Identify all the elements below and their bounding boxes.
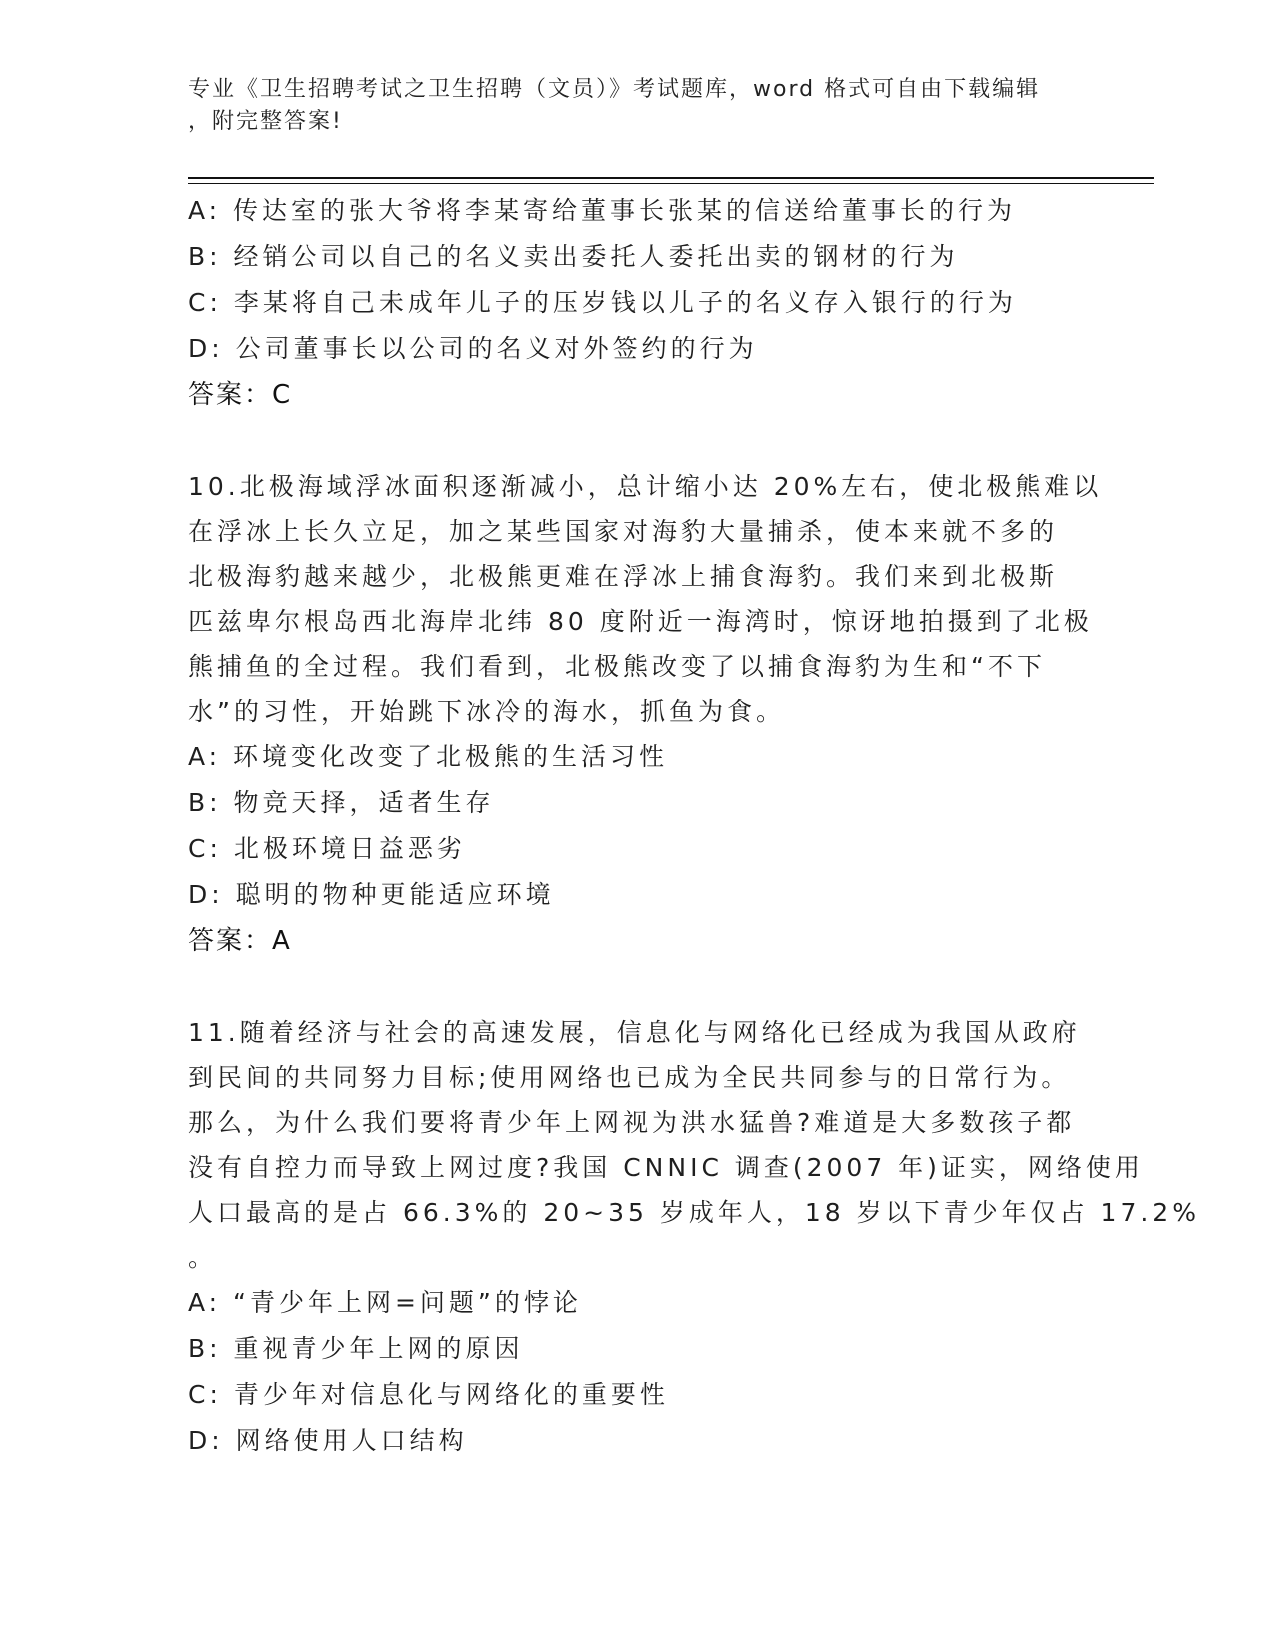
option-d: D: 网络使用人口结构 bbox=[188, 1426, 468, 1455]
question-text bbox=[188, 464, 1103, 734]
question-line: 熊捕鱼的全过程。我们看到，北极熊改变了以捕食海豹为生和“不下 bbox=[188, 652, 1046, 681]
page-header bbox=[188, 74, 1068, 138]
option-d: D: 聪明的物种更能适应环境 bbox=[188, 880, 555, 909]
question-line: 11.随着经济与社会的高速发展，信息化与网络化已经成为我国从政府 bbox=[188, 1018, 1081, 1047]
option-a: A: 环境变化改变了北极熊的生活习性 bbox=[188, 742, 669, 771]
question-line: 没有自控力而导致上网过度?我国 CNNIC 调查(2007 年)证实，网络使用 bbox=[188, 1153, 1144, 1182]
option-a: A: “青少年上网=问题”的悖论 bbox=[188, 1288, 582, 1317]
option-b: B: 物竞天择，适者生存 bbox=[188, 788, 495, 817]
question-9 bbox=[188, 188, 1088, 418]
question-line: 水”的习性，开始跳下冰冷的海水，抓鱼为食。 bbox=[188, 697, 785, 726]
header-line-2: ，附完整答案! bbox=[188, 109, 343, 134]
question-line: 10.北极海域浮冰面积逐渐减小，总计缩小达 20%左右，使北极熊难以 bbox=[188, 472, 1103, 501]
spacer bbox=[188, 418, 1088, 464]
question-line: 。 bbox=[188, 1243, 218, 1272]
option-c: C: 青少年对信息化与网络化的重要性 bbox=[188, 1380, 669, 1409]
question-line: 那么，为什么我们要将青少年上网视为洪水猛兽?难道是大多数孩子都 bbox=[188, 1108, 1076, 1137]
option-c: C: 李某将自己未成年儿子的压岁钱以儿子的名义存入银行的行为 bbox=[188, 288, 1017, 317]
question-11 bbox=[188, 1010, 1200, 1464]
option-b: B: 经销公司以自己的名义卖出委托人委托出卖的钢材的行为 bbox=[188, 242, 959, 271]
question-list bbox=[188, 188, 1200, 1464]
option-a: A: 传达室的张大爷将李某寄给董事长张某的信送给董事长的行为 bbox=[188, 196, 1017, 225]
header-rule-thin bbox=[188, 183, 1154, 184]
question-line: 在浮冰上长久立足，加之某些国家对海豹大量捕杀，使本来就不多的 bbox=[188, 517, 1059, 546]
spacer bbox=[188, 964, 1088, 1010]
answer-label: 答案：C bbox=[188, 380, 293, 410]
option-d: D: 公司董事长以公司的名义对外签约的行为 bbox=[188, 334, 758, 363]
question-text bbox=[188, 1010, 1200, 1280]
question-line: 北极海豹越来越少，北极熊更难在浮冰上捕食海豹。我们来到北极斯 bbox=[188, 562, 1059, 591]
option-b: B: 重视青少年上网的原因 bbox=[188, 1334, 524, 1363]
question-line: 人口最高的是占 66.3%的 20~35 岁成年人，18 岁以下青少年仅占 17.2% bbox=[188, 1198, 1200, 1227]
header-line-1: 专业《卫生招聘考试之卫生招聘（文员）》考试题库，word 格式可自由下载编辑 bbox=[188, 77, 1041, 102]
header-rule-thick bbox=[188, 177, 1154, 179]
answer-label: 答案：A bbox=[188, 926, 292, 956]
question-line: 匹兹卑尔根岛西北海岸北纬 80 度附近一海湾时，惊讶地拍摄到了北极 bbox=[188, 607, 1093, 636]
question-10 bbox=[188, 464, 1103, 964]
option-c: C: 北极环境日益恶劣 bbox=[188, 834, 466, 863]
question-line: 到民间的共同努力目标;使用网络也已成为全民共同参与的日常行为。 bbox=[188, 1063, 1071, 1092]
